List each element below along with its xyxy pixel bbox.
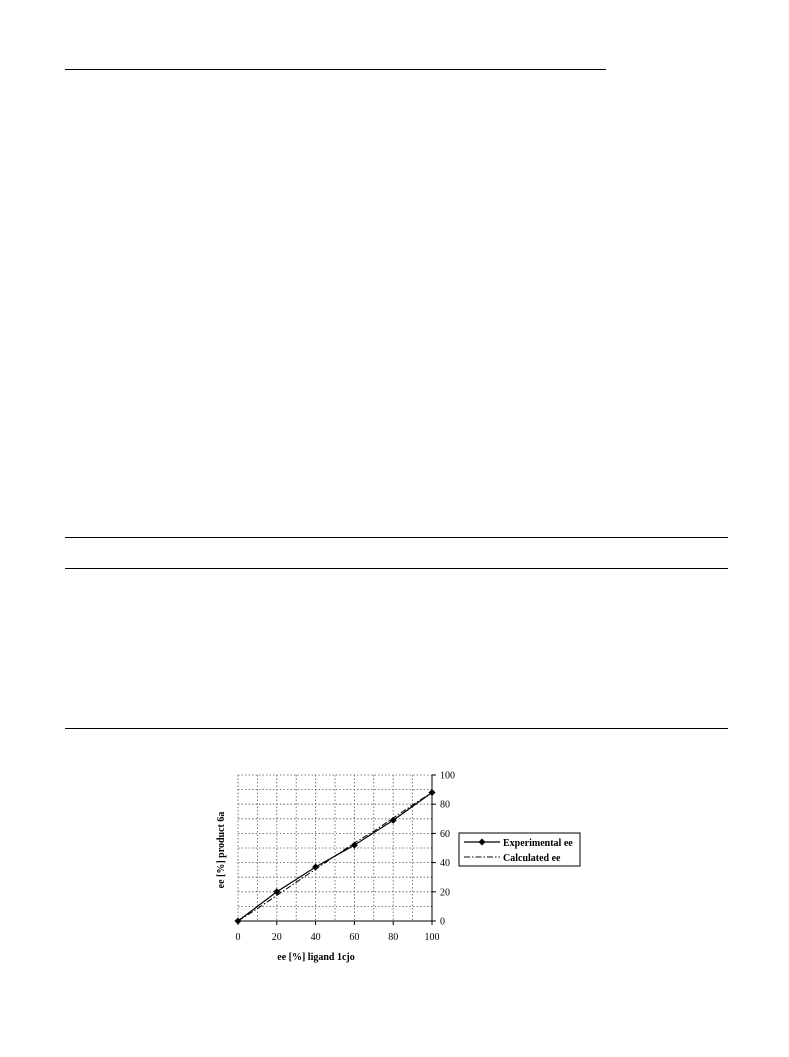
x-tick-label: 20 xyxy=(271,932,282,943)
x-tick-label: 40 xyxy=(310,932,321,943)
chart-axes xyxy=(238,775,436,925)
y-tick-label: 0 xyxy=(440,916,445,928)
chart-legend xyxy=(459,833,580,866)
x-tick-label: 0 xyxy=(235,932,241,943)
chart-tick-labels xyxy=(236,771,456,944)
y-tick-label: 20 xyxy=(440,887,450,899)
y-axis-title: ee [%] product 6a xyxy=(216,811,227,889)
y-tick-label: 60 xyxy=(440,828,450,840)
legend-experimental-label: Experimental ee xyxy=(503,838,573,849)
experimental-ee-point xyxy=(351,842,358,849)
x-tick-label: 100 xyxy=(424,932,440,943)
y-tick-label: 40 xyxy=(440,858,450,870)
x-tick-label: 60 xyxy=(349,932,360,943)
experimental-ee-point xyxy=(312,863,319,870)
y-tick-label: 100 xyxy=(440,770,455,782)
x-axis-title: ee [%] ligand 1cjo xyxy=(277,952,355,963)
y-tick-label: 80 xyxy=(440,799,450,811)
legend-calculated-label: Calculated ee xyxy=(503,853,561,864)
x-tick-label: 80 xyxy=(388,932,399,943)
